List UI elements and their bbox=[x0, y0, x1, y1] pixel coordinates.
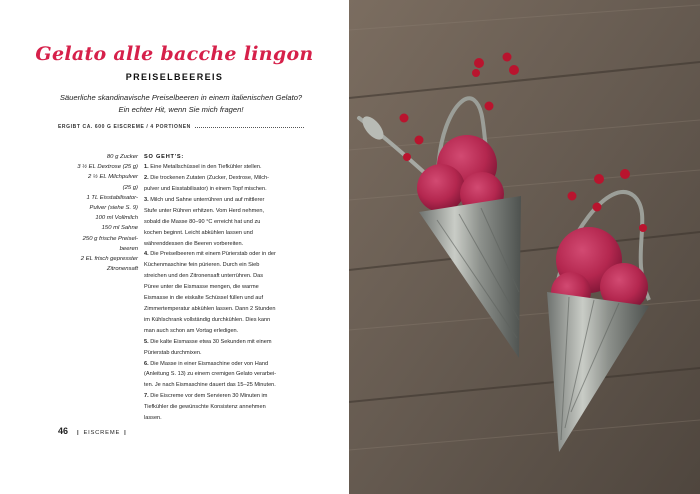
step-6 bbox=[144, 359, 304, 392]
step-line: ten. Je nach Eismaschine dauert das 15–25 Minuten. bbox=[144, 382, 276, 389]
step-line: Die Masse in einer Eismaschine oder von Hand bbox=[150, 360, 269, 367]
step-line: Eine Metallschüssel in den Tiefkühler stellen. bbox=[150, 164, 262, 171]
page-number: 46 bbox=[58, 426, 69, 436]
page-footer bbox=[58, 426, 131, 436]
step-line: Eismasse in die eiskalte Schüssel füllen und auf bbox=[144, 295, 264, 302]
ingredients-list bbox=[58, 152, 138, 274]
ingredient-line: 150 ml Sahne bbox=[101, 225, 138, 232]
step-line: Die Eiscreme vor dem Servieren 30 Minuten im bbox=[150, 393, 268, 400]
step-line: währenddessen die Beeren vorbereiten. bbox=[144, 240, 244, 247]
intro-line: Säuerliche skandinavische Preiselbeeren in einem italienischen Gelato? bbox=[59, 93, 303, 102]
step-line: Milch und Sahne unterrühren und auf mittlerer bbox=[150, 196, 265, 203]
ingredient-line: 2 ½ EL Milchpulver bbox=[88, 174, 138, 181]
step-4 bbox=[144, 249, 304, 336]
step-number: 7. bbox=[144, 393, 149, 400]
step-line: man auch schon am Vortag erledigen. bbox=[144, 327, 239, 334]
step-line: Die kalte Eismasse etwa 30 Sekunden mit einem bbox=[150, 338, 272, 345]
ingredient-line: 1 TL Eisstabilisator- bbox=[86, 194, 138, 201]
step-number: 3. bbox=[144, 196, 149, 203]
step-number: 2. bbox=[144, 175, 149, 182]
recipe-intro bbox=[58, 92, 304, 116]
step-3 bbox=[144, 195, 304, 250]
step-5 bbox=[144, 337, 304, 359]
ingredient-line: (25 g) bbox=[122, 184, 138, 191]
step-number: 6. bbox=[144, 360, 149, 367]
ingredient-line: 100 ml Vollmilch bbox=[95, 215, 138, 222]
steps-heading: SO GEHT'S: bbox=[144, 154, 185, 160]
method-steps bbox=[144, 152, 304, 424]
ingredient-line: 250 g frische Preisel- bbox=[82, 235, 138, 242]
section-name: EISCREME bbox=[83, 430, 121, 436]
yield-text: ERGIBT CA. 600 G EISCREME / 4 PORTIONEN bbox=[58, 124, 191, 130]
step-line: pulver und Eisstabilisator) in einem Topf mischen. bbox=[144, 186, 267, 193]
recipe-title: Gelato alle bacche lingon bbox=[35, 43, 314, 65]
step-line: Küchenmaschine fein pürieren. Durch ein Sieb bbox=[144, 262, 260, 269]
step-line: Zimmertemperatur abkühlen lassen. Dann 2 Stunden bbox=[144, 305, 276, 312]
step-7 bbox=[144, 391, 304, 424]
yield-line bbox=[58, 124, 304, 130]
wood-background bbox=[349, 0, 700, 494]
step-line: streichen und den Zitronensaft unterrühren. Das bbox=[144, 273, 264, 280]
ingredient-line: 3 ½ EL Dextrose (25 g) bbox=[77, 164, 138, 171]
recipe-subtitle: PREISELBEEREIS bbox=[125, 72, 224, 82]
step-2 bbox=[144, 173, 304, 195]
step-1 bbox=[144, 162, 304, 173]
ingredient-line: 80 g Zucker bbox=[106, 154, 138, 160]
step-line: sobald die Masse 80–90 °C erreicht hat und zu bbox=[144, 218, 261, 225]
footer-divider: | bbox=[124, 430, 127, 436]
step-number: 4. bbox=[144, 251, 149, 258]
gelato-photo bbox=[349, 0, 700, 494]
dotted-rule bbox=[195, 127, 304, 128]
step-line: Die trockenen Zutaten (Zucker, Dextrose, Milch- bbox=[150, 175, 269, 182]
step-line: (Anleitung S. 13) zu einem cremigen Gelato verarbei- bbox=[144, 371, 277, 378]
step-line: im Kühlschrank vollständig durchkühlen. Dies kann bbox=[144, 316, 271, 323]
step-line: Stufe unter Rühren erhitzen. Vom Herd nehmen, bbox=[144, 207, 265, 214]
step-number: 5. bbox=[144, 338, 149, 345]
gelato-photo-illustration bbox=[349, 0, 700, 494]
ingredient-line: Zitronensaft bbox=[106, 266, 138, 273]
ingredient-line: beeren bbox=[119, 245, 138, 252]
step-line: kochen beginnt. Leicht abkühlen lassen und bbox=[144, 229, 253, 236]
step-line: Die Preiselbeeren mit einem Pürierstab oder in der bbox=[150, 251, 276, 258]
footer-divider: | bbox=[77, 430, 80, 436]
intro-line: Ein echter Hit, wenn Sie mich fragen! bbox=[118, 105, 244, 114]
left-sorbet-scoop bbox=[417, 164, 465, 212]
step-line: lassen. bbox=[144, 415, 162, 422]
ingredient-line: Pulver (siehe S. 9) bbox=[89, 205, 138, 212]
ingredient-line: 2 EL frisch gepresster bbox=[80, 256, 138, 263]
step-line: Pürierstab durchmixen. bbox=[144, 349, 202, 356]
step-line: Püree unter die Eismasse mengen, die warme bbox=[144, 284, 259, 291]
step-line: Tiefkühler die gewünschte Konsistenz annehmen bbox=[144, 404, 266, 411]
step-number: 1. bbox=[144, 164, 149, 171]
recipe-page bbox=[0, 0, 349, 494]
